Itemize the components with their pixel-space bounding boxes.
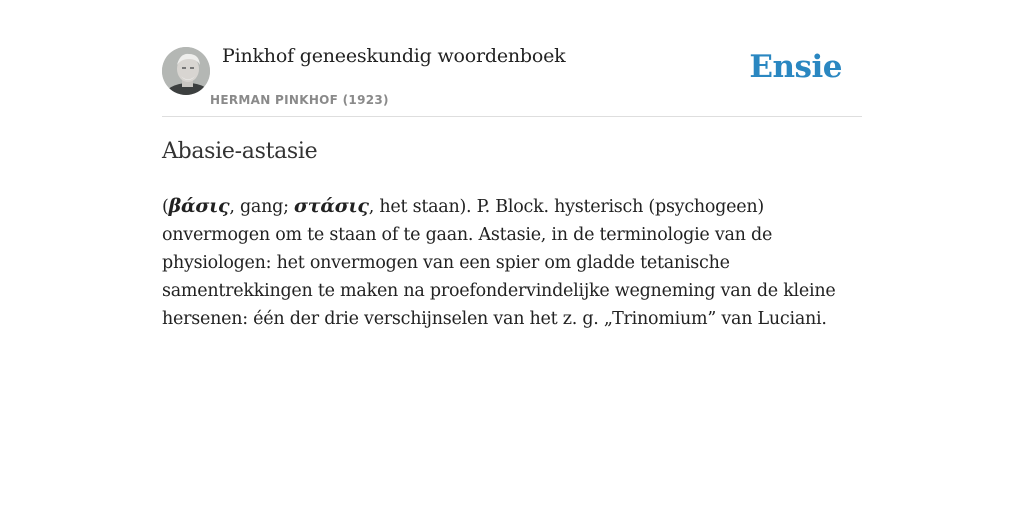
entry-title: Abasie-astasie: [162, 139, 318, 164]
author-avatar[interactable]: [162, 47, 210, 95]
author-portrait-icon: [162, 47, 210, 95]
ensie-logo[interactable]: Ensie: [749, 49, 842, 85]
definition-text-1: , gang;: [229, 197, 295, 217]
source-title[interactable]: Pinkhof geneeskundig woordenboek: [222, 45, 566, 67]
definition-open-paren: (: [162, 197, 169, 217]
greek-term-stasis: στάσις: [294, 195, 369, 217]
source-header: [162, 40, 862, 117]
definition-text-2: , het staan). P. Block. hysterisch (psychogeen) onvermogen om te staan of te gaan. Astasie, in de terminologie van de physiologen: het onvermogen van een spier om gladde tetanische samentrekkingen te maken na proefondervindelijke wegneming van de kleine hersenen: één der drie verschijnselen van het z. g. „Trinomium” van Luciani.: [162, 197, 836, 329]
greek-term-basis: βάσις: [168, 195, 230, 217]
entry-definition: [162, 192, 862, 333]
source-author[interactable]: HERMAN PINKHOF (1923): [210, 93, 389, 107]
